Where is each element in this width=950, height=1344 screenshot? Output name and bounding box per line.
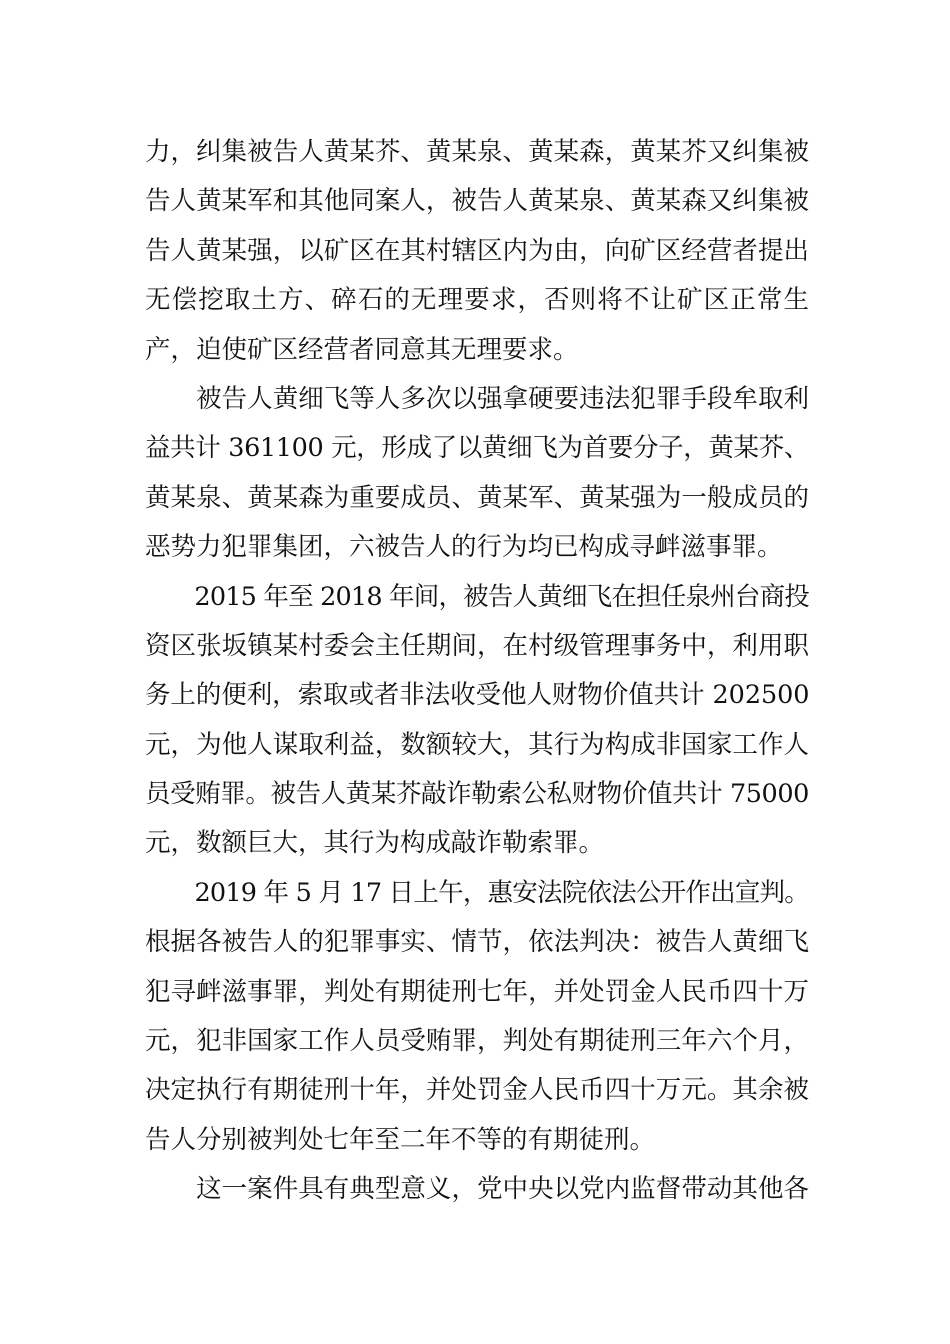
- text-line-9: 恶势力犯罪集团，六被告人的行为均已构成寻衅滋事罪。: [145, 532, 783, 563]
- text-line-14: 员受贿罪。被告人黄某芥敲诈勒索公私财物价值共计 75000: [145, 779, 809, 810]
- text-line-8: 黄某泉、黄某森为重要成员、黄某军、黄某强为一般成员的: [145, 482, 809, 513]
- text-line-11: 资区张坂镇某村委会主任期间，在村级管理事务中，利用职: [145, 630, 809, 661]
- text-line-3: 告人黄某强，以矿区在其村辖区内为由，向矿区经营者提出: [145, 235, 809, 266]
- text-line-2: 告人黄某军和其他同案人，被告人黄某泉、黄某森又纠集被: [145, 186, 809, 217]
- text-line-5: 产，迫使矿区经营者同意其无理要求。: [145, 334, 579, 365]
- text-line-10: 2015 年至 2018 年间，被告人黄细飞在担任泉州台商投: [145, 581, 809, 612]
- text-line-15: 元，数额巨大，其行为构成敲诈勒索罪。: [145, 828, 605, 859]
- text-line-22: 这一案件具有典型意义，党中央以党内监督带动其他各: [145, 1174, 809, 1205]
- text-line-21: 告人分别被判处七年至二年不等的有期徒刑。: [145, 1124, 656, 1155]
- text-line-6: 被告人黄细飞等人多次以强拿硬要违法犯罪手段牟取利: [145, 383, 809, 414]
- text-line-20: 决定执行有期徒刑十年，并处罚金人民币四十万元。其余被: [145, 1075, 809, 1106]
- text-line-7: 益共计 361100 元，形成了以黄细飞为首要分子，黄某芥、: [145, 433, 809, 464]
- text-line-17: 根据各被告人的犯罪事实、情节，依法判决：被告人黄细飞: [145, 927, 809, 958]
- text-line-16: 2019 年 5 月 17 日上午，惠安法院依法公开作出宣判。: [145, 877, 809, 908]
- text-line-12: 务上的便利，索取或者非法收受他人财物价值共计 202500: [145, 680, 810, 711]
- text-line-19: 元，犯非国家工作人员受贿罪，判处有期徒刑三年六个月，: [145, 1026, 809, 1057]
- text-line-18: 犯寻衅滋事罪，判处有期徒刑七年，并处罚金人民币四十万: [145, 976, 809, 1007]
- text-line-4: 无偿挖取土方、碎石的无理要求，否则将不让矿区正常生: [145, 285, 809, 316]
- text-line-1: 力，纠集被告人黄某芥、黄某泉、黄某森，黄某芥又纠集被: [145, 137, 809, 167]
- document-body: [145, 128, 809, 1215]
- text-line-13: 元，为他人谋取利益，数额较大，其行为构成非国家工作人: [145, 729, 809, 760]
